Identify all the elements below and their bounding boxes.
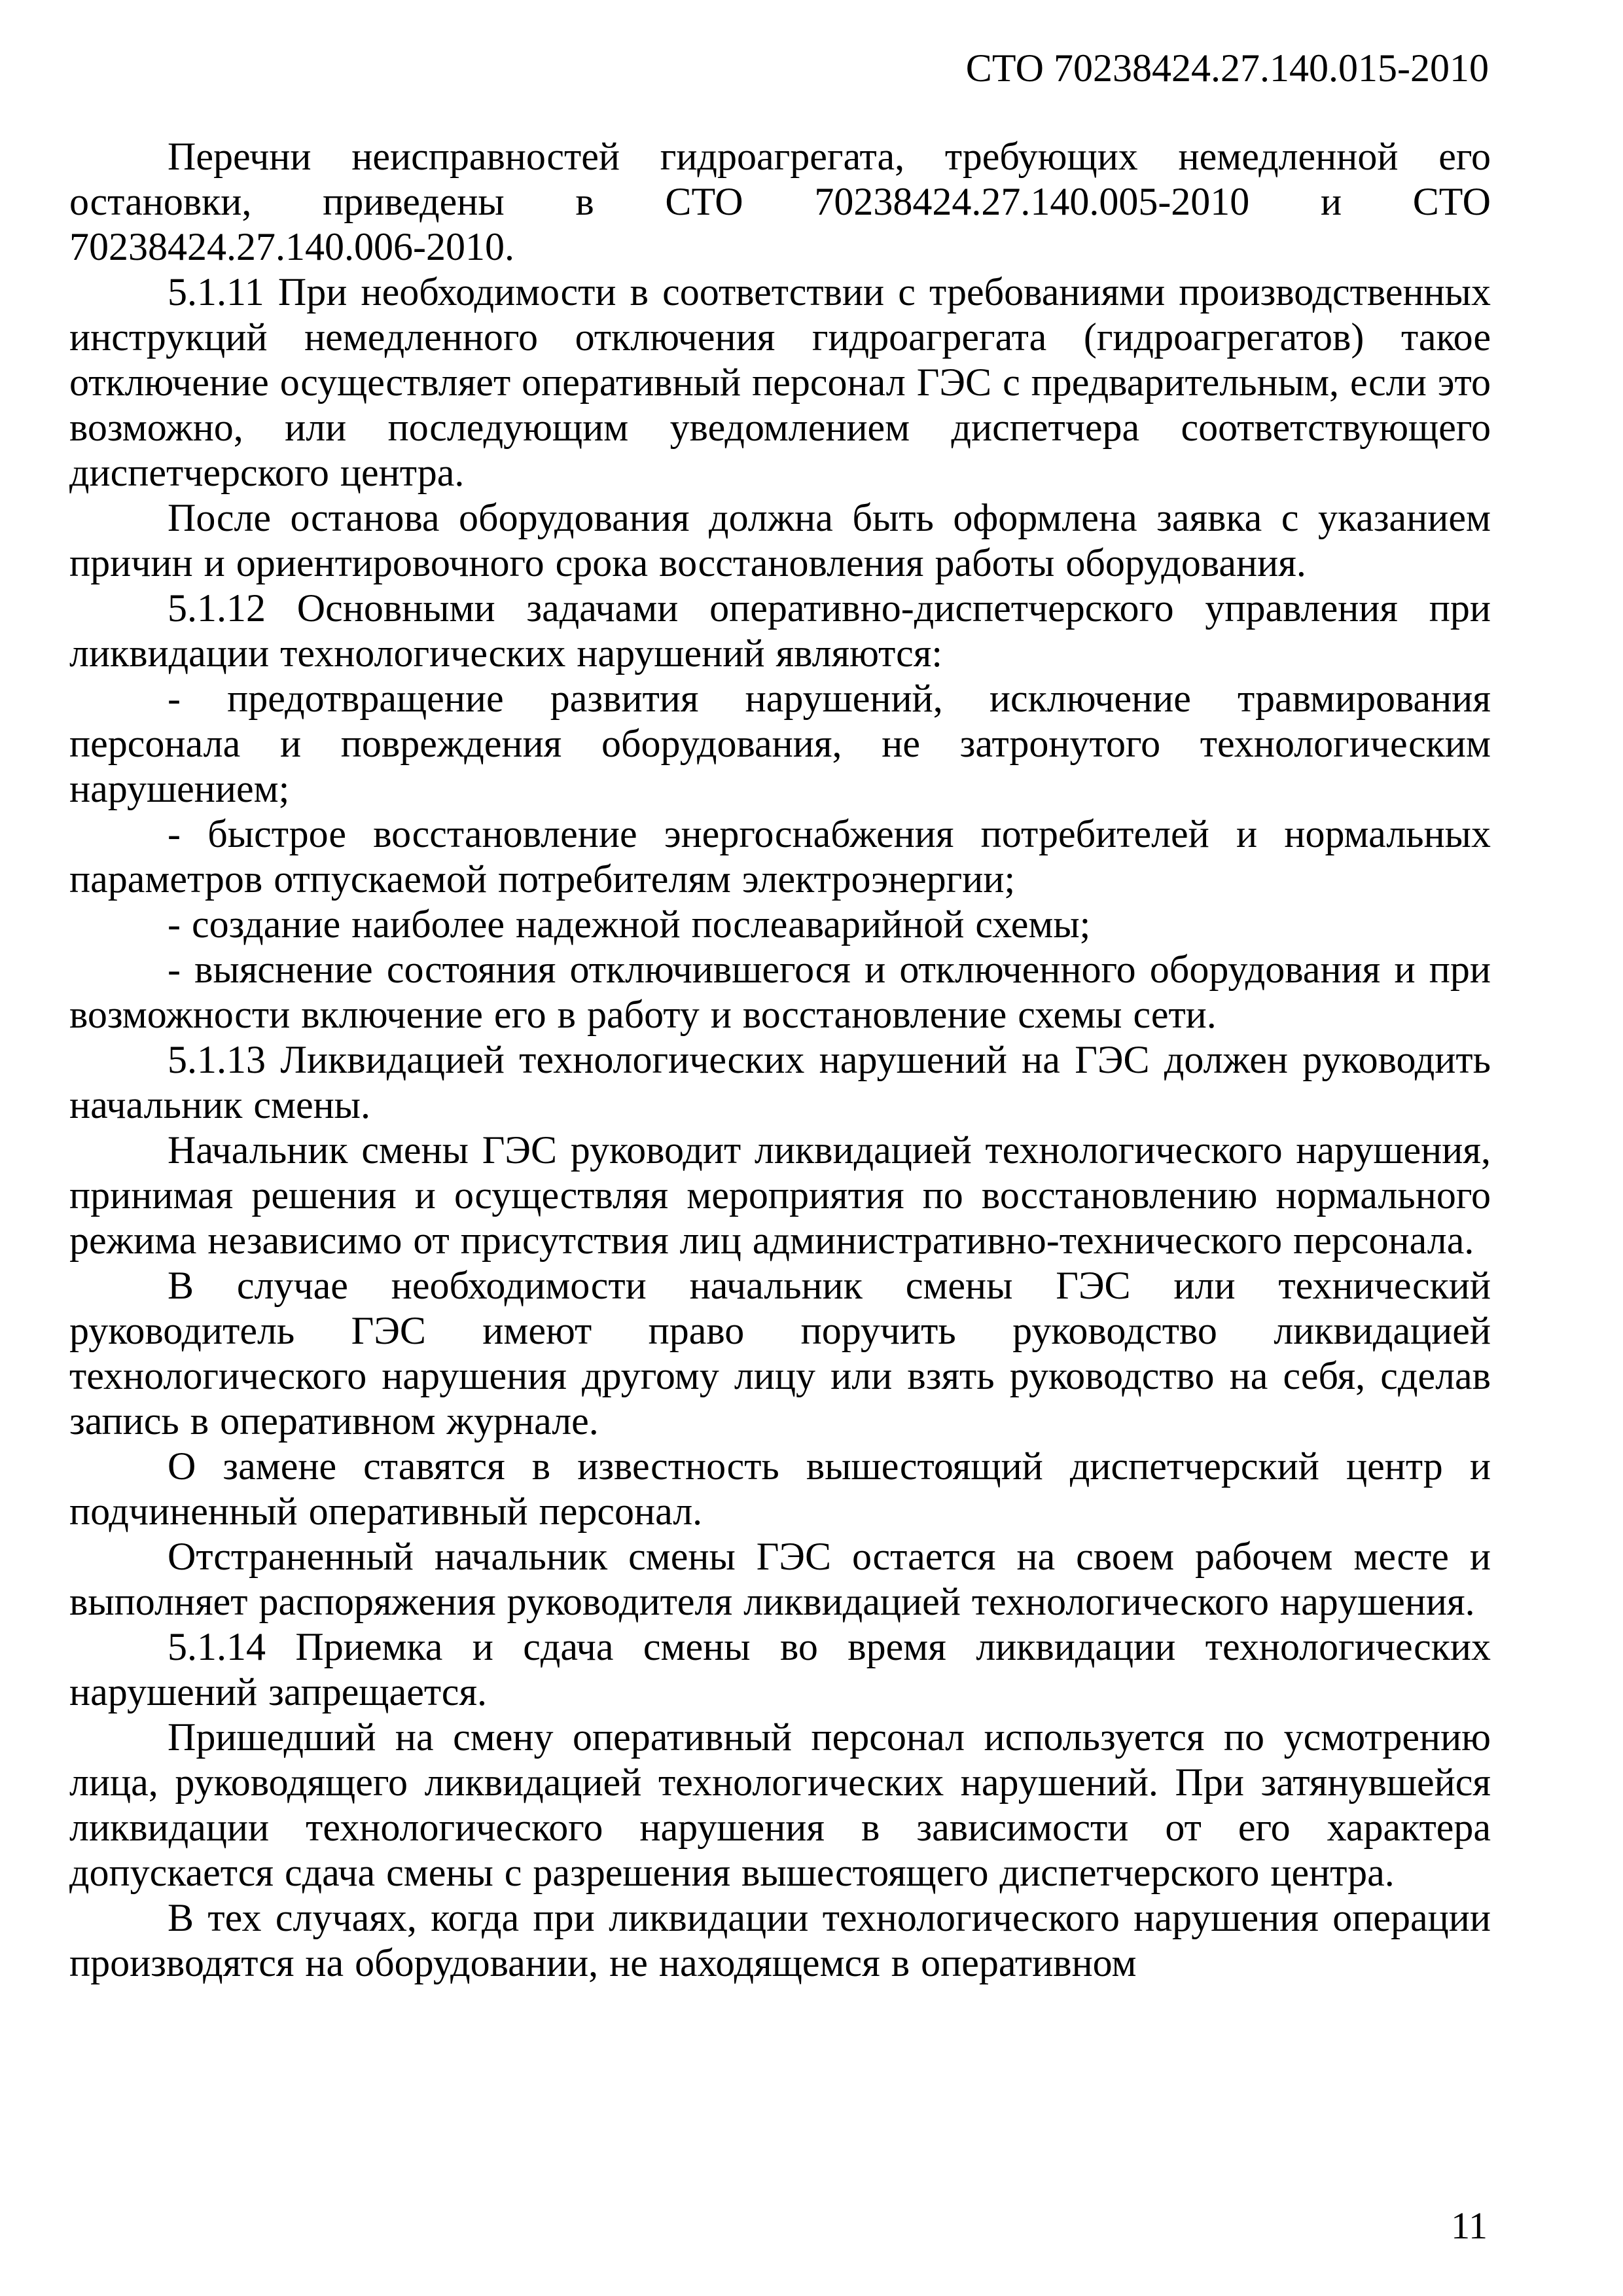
paragraph-shutdown-request: После останова оборудования должна быть оформлена заявка с указанием причин и ориентировочного срока восстановления работы оборудования.	[69, 496, 1491, 584]
paragraph-notify-replacement: О замене ставятся в известность вышестоящий диспетчерский центр и подчиненный оперативный персонал.	[69, 1444, 1491, 1533]
list-item-clarify-state: - выяснение состояния отключившегося и отключенного оборудования и при возможности включение его в работу и восстановление схемы сети.	[69, 948, 1491, 1036]
paragraph-removed-chief: Отстраненный начальник смены ГЭС остается на своем рабочем месте и выполняет распоряжения руководителя ликвидацией технологического нарушения.	[69, 1535, 1491, 1623]
paragraph-shift-chief-leads: Начальник смены ГЭС руководит ликвидацией технологического нарушения, принимая решения и осуществляя мероприятия по восстановлению нормального режима независимо от присутствия лиц административно-технического персонала.	[69, 1128, 1491, 1262]
paragraph-incoming-shift: Пришедший на смену оперативный персонал используется по усмотрению лица, руководящего ликвидацией технологических нарушений. При затянувшейся ликвидации технологического нарушения в зависимости от его характера допускается сдача смены с разрешения вышестоящего диспетчерского центра.	[69, 1715, 1491, 1894]
page-number: 11	[1451, 2204, 1488, 2247]
paragraph-intro-fault-lists: Перечни неисправностей гидроагрегата, требующих немедленной его остановки, приведены в СТО 70238424.27.140.005-2010 и СТО 70238424.27.140.006-2010.	[69, 135, 1491, 268]
list-item-prevent-violations: - предотвращение развития нарушений, исключение травмирования персонала и повреждения оборудования, не затронутого технологическим нарушением;	[69, 677, 1491, 810]
document-body	[69, 134, 1491, 1986]
list-item-fast-restoration: - быстрое восстановление энергоснабжения потребителей и нормальных параметров отпускаемой потребителям электроэнергии;	[69, 812, 1491, 901]
paragraph-5-1-14: 5.1.14 Приемка и сдача смены во время ликвидации технологических нарушений запрещается.	[69, 1625, 1491, 1713]
document-code-header: СТО 70238424.27.140.015-2010	[965, 46, 1489, 90]
paragraph-5-1-13: 5.1.13 Ликвидацией технологических нарушений на ГЭС должен руководить начальник смены.	[69, 1038, 1491, 1126]
paragraph-5-1-11: 5.1.11 При необходимости в соответствии с требованиями производственных инструкций немедленного отключения гидроагрегата (гидроагрегатов) такое отключение осуществляет оперативный персонал ГЭС с предварительным, если это возможно, или последующим уведомлением диспетчера соответствующего диспетчерского центра.	[69, 270, 1491, 494]
paragraph-delegate-leadership: В случае необходимости начальник смены ГЭС или технический руководитель ГЭС имеют право поручить руководство ликвидацией технологического нарушения другому лицу или взять руководство на себя, сделав запись в оперативном журнале.	[69, 1264, 1491, 1443]
paragraph-5-1-12: 5.1.12 Основными задачами оперативно-диспетчерского управления при ликвидации технологических нарушений являются:	[69, 586, 1491, 675]
paragraph-operations-continued: В тех случаях, когда при ликвидации технологического нарушения операции производятся на оборудовании, не находящемся в оперативном	[69, 1896, 1491, 1984]
list-item-reliable-scheme: - создание наиболее надежной послеаварийной схемы;	[168, 903, 1091, 946]
